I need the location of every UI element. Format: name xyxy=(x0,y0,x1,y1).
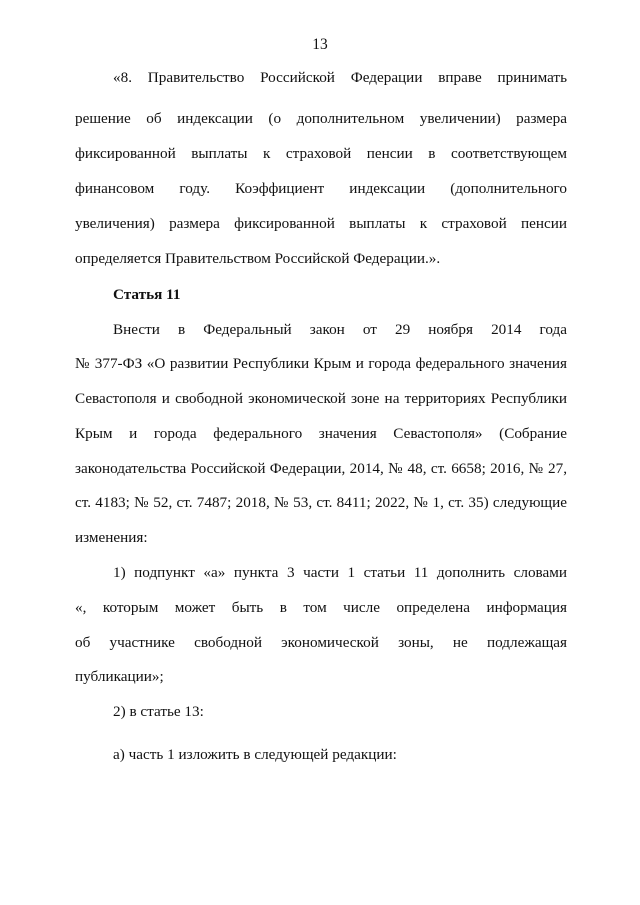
paragraph-8-line-5: увеличения) размера фиксированной выплаты к страховой пенсии xyxy=(75,215,567,232)
paragraph-8-line-6: определяется Правительством Российской Федерации.». xyxy=(75,250,441,267)
intro-line-5: законодательства Российской Федерации, 2014, № 48, ст. 6658; 2016, № 27, xyxy=(75,460,567,477)
intro-line-4: Крым и города федерального значения Севастополя» (Собрание xyxy=(75,425,567,442)
paragraph-8-line-1: «8. Правительство Российской Федерации вправе принимать xyxy=(113,69,567,86)
article-heading: Статья 11 xyxy=(113,286,181,303)
intro-line-2: № 377-ФЗ «О развитии Республики Крым и города федерального значения xyxy=(75,355,567,372)
item-1-line-4: публикации»; xyxy=(75,668,164,685)
item-1-line-3: об участнике свободной экономической зоны, не подлежащая xyxy=(75,634,567,651)
item-1-line-2: «, которым может быть в том числе определена информация xyxy=(75,599,567,616)
item-2a-line: а) часть 1 изложить в следующей редакции: xyxy=(113,746,397,763)
intro-line-1: Внести в Федеральный закон от 29 ноября 2014 года xyxy=(113,321,567,338)
item-1-line-1: 1) подпункт «а» пункта 3 части 1 статьи 11 дополнить словами xyxy=(113,564,567,581)
intro-line-3: Севастополя и свободной экономической зоне на территориях Республики xyxy=(75,390,567,407)
paragraph-8-line-4: финансовом году. Коэффициент индексации (дополнительного xyxy=(75,180,567,197)
intro-line-6: ст. 4183; № 52, ст. 7487; 2018, № 53, ст. 8411; 2022, № 1, ст. 35) следующие xyxy=(75,494,567,511)
intro-line-7: изменения: xyxy=(75,529,148,546)
paragraph-8-line-2: решение об индексации (о дополнительном увеличении) размера xyxy=(75,110,567,127)
page-number: 13 xyxy=(312,36,328,53)
item-2-line: 2) в статье 13: xyxy=(113,703,204,720)
paragraph-8-line-3: фиксированной выплаты к страховой пенсии в соответствующем xyxy=(75,145,567,162)
